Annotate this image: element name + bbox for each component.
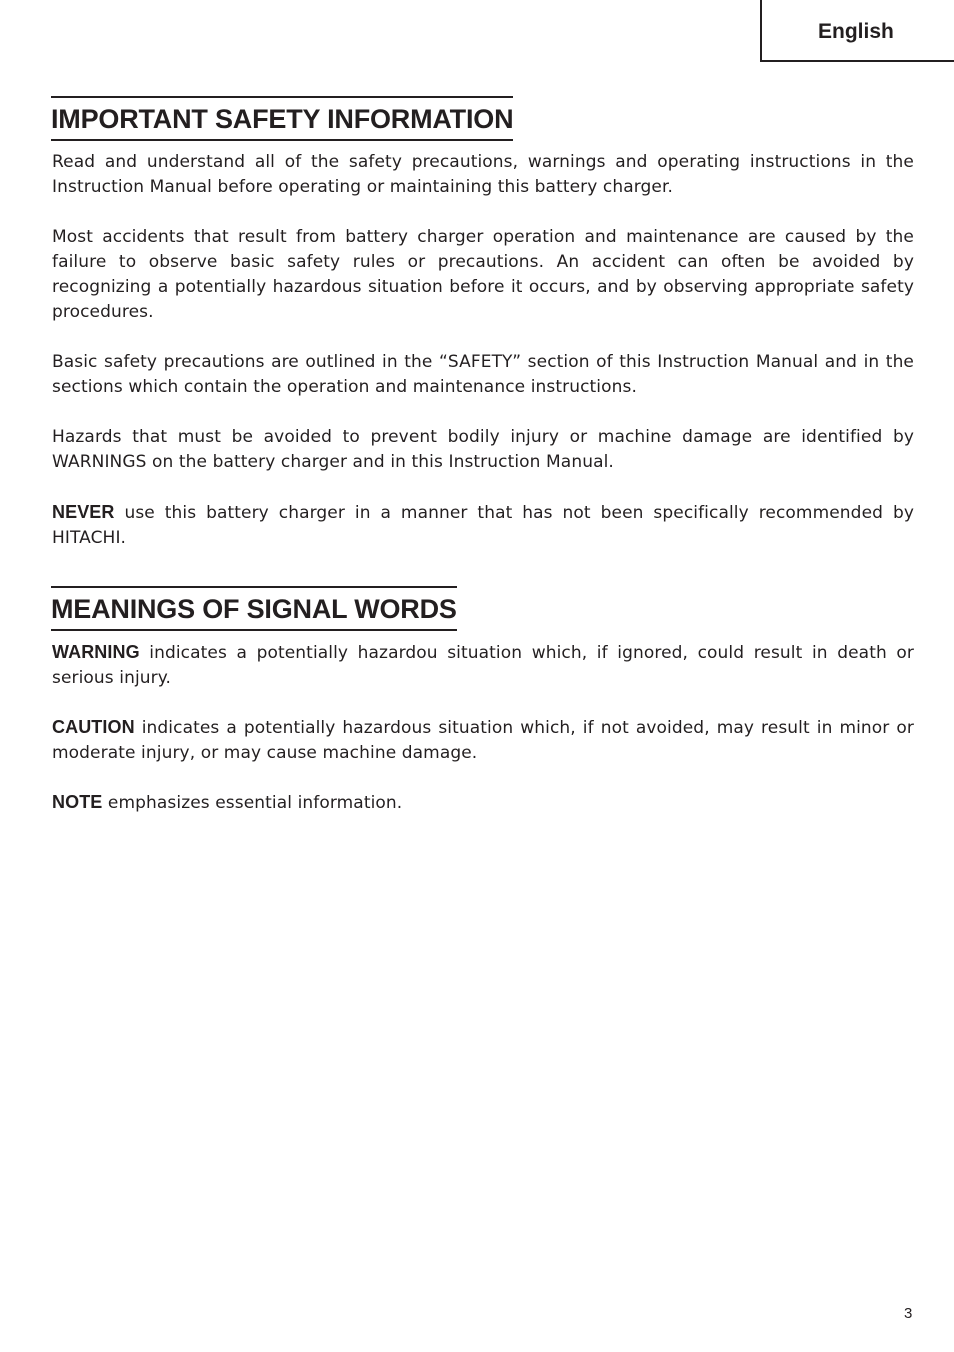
note-definition — [52, 790, 914, 816]
caution-term: CAUTION — [52, 717, 135, 737]
signal-words-heading: MEANINGS OF SIGNAL WORDS — [51, 586, 457, 631]
note-text: emphasizes essential information. — [102, 793, 403, 813]
language-tab — [760, 0, 954, 62]
safety-paragraph-never — [52, 500, 914, 551]
never-term: NEVER — [52, 502, 115, 522]
safety-paragraph-1: Read and understand all of the safety precautions, warnings and operating instructions in the Instruction Manual before operating or maintaining this battery charger. — [52, 152, 914, 197]
safety-paragraph-4: Hazards that must be avoided to prevent bodily injury or machine damage are identified by WARNINGS on the battery charger and in this Instruction Manual. — [52, 427, 914, 472]
warning-term: WARNING — [52, 642, 140, 662]
note-term: NOTE — [52, 792, 103, 812]
safety-paragraph-3: Basic safety precautions are outlined in the “SAFETY” section of this Instruction Manual and in the sections which contain the operation and maintenance instructions. — [52, 352, 914, 397]
safety-heading: IMPORTANT SAFETY INFORMATION — [51, 96, 513, 141]
never-text: use this battery charger in a manner that has not been specifically recommended by HITACHI. — [52, 503, 914, 548]
safety-paragraph-2: Most accidents that result from battery charger operation and maintenance are caused by the failure to observe basic safety rules or precautions. An accident can often be avoided by recognizing a potentially hazardous situation before it occurs, and by observing appropriate safety procedures. — [52, 227, 914, 322]
caution-definition — [52, 715, 914, 766]
warning-text: indicates a potentially hazardou situation which, if ignored, could result in death or serious injury. — [52, 643, 914, 688]
language-label: English — [818, 20, 894, 43]
caution-text: indicates a potentially hazardous situation which, if not avoided, may result in minor or moderate injury, or may cause machine damage. — [52, 718, 914, 763]
warning-definition — [52, 640, 914, 691]
page-number: 3 — [904, 1305, 913, 1322]
